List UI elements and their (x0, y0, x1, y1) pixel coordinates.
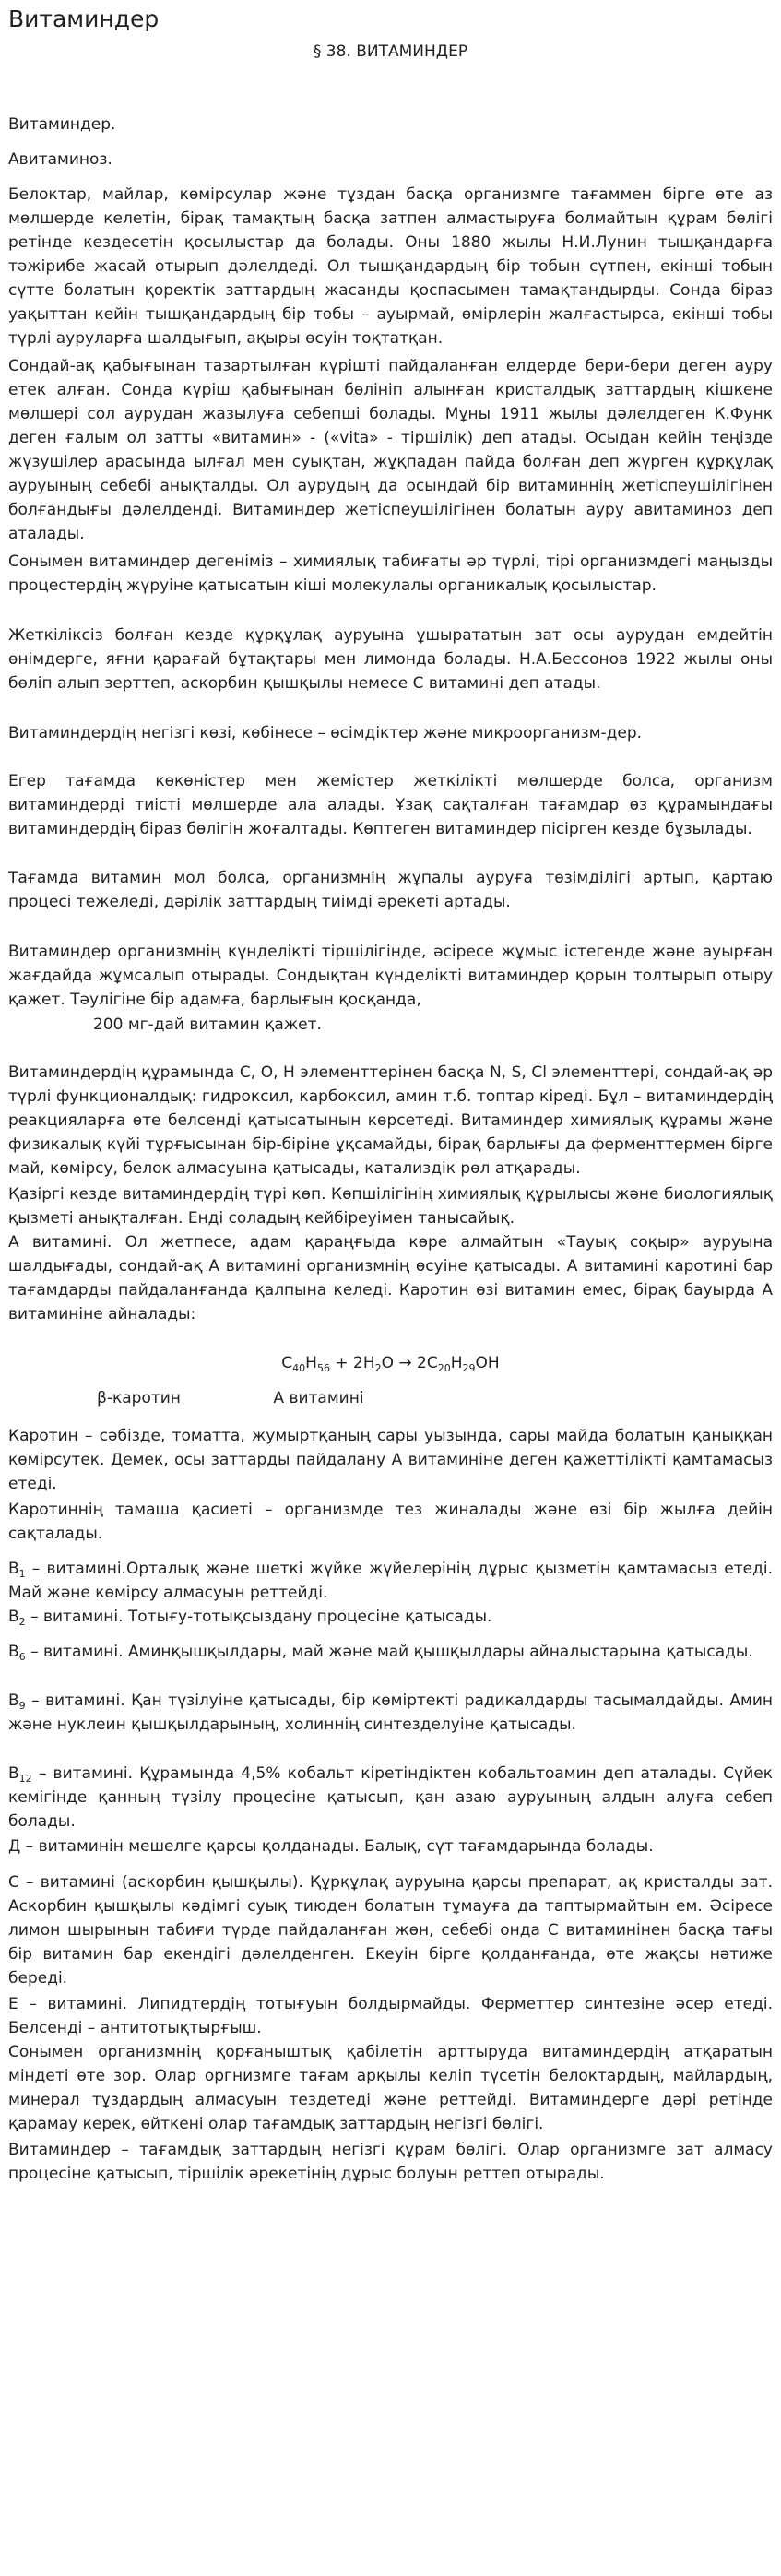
page-title: Витаминдер (8, 6, 160, 32)
vitamin-b1-paragraph: $В_1$ – витамині.Орталық және шеткі жүйке жүйелерінің дұрыс қызметін қамтамасыз етеді. Май және көмірсу алмасуын реттейді. (8, 1560, 773, 1602)
equation-labels (97, 1386, 364, 1410)
paragraph: Е – витамині. Липидтердің тотығуын болдырмайды. Ферметтер синтезіне әсер етеді. Белсенді – антитотықтырғыш. (8, 1995, 773, 2037)
vitamin-b12-paragraph: $В_{12}$ – витамині. Құрамында 4,5% кобальт кіретіндіктен кобальтоамин деп аталады. Сүйек кемігінде қанның түзілу процесіне қатысып, қан азаю ауруының алдын алуға себеп болады. (8, 1764, 773, 1831)
vitamin-b2-paragraph: $В_2$ – витамині. Тотығу-тотықсыздану процесіне қатысады. (8, 1608, 492, 1628)
paragraph: С – витамині (аскорбин қышқылы). Құрқұлақ ауруына қарсы препарат, ақ кристалды зат. Аскорбин қышқылы кәдімгі суық тиюден болатын тұмауға да таптырмайтын ем. Әсіресе лимон шырынын табиғи түрде пайдаланған жөн, себебі онда С витаминінен басқа тағы бір витамин бар екендігі дәлелденген. Екеуін бірге қолданғанда, өте жақсы нәтиже береді. (8, 1873, 773, 1988)
chemical-equation: $C_{40}H_{56} + 2H_2O \to 2C_{20}H_{29}OH$ (281, 1354, 500, 1374)
beta-carotene-label: β-каротин (97, 1389, 181, 1407)
paragraph: Витаминдер – тағамдық заттардың негізгі құрам бөлігі. Олар организмге зат алмасу процесіне қатысып, тіршілік әрекетінің дұрыс болуын реттеп отырады. (8, 2141, 773, 2183)
paragraph: Сонымен витаминдер дегеніміз – химиялық табиғаты әр түрлі, тірі организмдегі маңызды процестердің жүруіне қатысатын кіші молекулалы органикалық қосылыстар. (8, 552, 773, 595)
paragraph: Қазіргі кезде витаминдердің түрі көп. Көпшілігінің химиялық құрылысы және биологиялық қызметі анықталған. Енді соладың кейбіреуімен танысайық. (8, 1185, 773, 1228)
vitamin-b9-paragraph: $В_9$ – витамині. Қан түзілуіне қатысады, бір көміртекті радикалдарды тасымалдайды. Амин және нуклеин қышқылдарының, холиннің синтезделуіне қатысады. (8, 1692, 773, 1734)
paragraph: Сондай-ақ қабығынан тазартылған күрішті пайдаланған елдерде бери-бери деген ауру етек алған. Сонда күріш қабығынан бөлініп алынған кристалдық заттардың кішкене мөлшері сол аурудан жазылуға себепші болады. Мұны 1911 жылы дәлелдеген К.Функ деген ғалым ол затты «витамин» - («vita» - тіршілік) деп атады. Осыдан кейін теңізде жүзушілер арасында ылғал мен суықтан, жұқпадан пайда болған деп жүрген құрқұлақ ауруының себебі анықталды. Ол аурудың да осындай бір витаминнің жетіспеушілігінен болғандығы дәлелденді. Витаминдер жетіспеушілігінен болатын ауру авитаминоз деп аталады. (8, 357, 773, 543)
paragraph: Витаминдер организмнің күнделікті тіршілігінде, әсіресе жұмыс істегенде және ауырған жағдайда жұмсалып отырады. Сондықтан күнделікті витаминдер қорын толтырып отыру қажет. Тәулігіне бір адамға, барлығын қосқанда, (8, 943, 773, 1009)
vitamin-b6-paragraph: $В_6$ – витамині. Аминқышқылдары, май және май қышқылдары айналыстарына қатысады. (8, 1643, 753, 1663)
paragraph: Егер тағамда көкөністер мен жемістер жеткілікті мөлшерде болса, организм витаминдерді тиісті мөлшерде ала алады. Ұзақ сақталған тағамдар өз құрамындағы витаминдердің біраз бөлігін жоғалтады. Көптеген витаминдер пісірген кезде бұзылады. (8, 772, 773, 838)
paragraph: А витамині. Ол жетпесе, адам қараңғыда көре алмайтын «Тауық соқыр» ауруына шалдығады, сондай-ақ А витамині организмнің өсуіне қатысады. А витамині каротині бар тағамдарды пайдаланғанда қалпына келеді. Каротин өзі витамин емес, бірақ бауырда А витаминіне айналады: (8, 1233, 773, 1324)
paragraph: Каротиннің тамаша қасиеті – организмде тез жиналады және өзі бір жылға дейін сақталады. (8, 1501, 773, 1543)
paragraph: Белоктар, майлар, көмірсулар және тұздан басқа организмге тағаммен бірге өте аз мөлшерде келетін, бірақ тамақтың басқа затпен алмастыруға болмайтын құрам бөлігі ретінде кездесетін қосылыстар да болады. Оны 1880 жылы Н.И.Лунин тышқандарға тәжірибе жасай отырып дәлелдеді. Ол тышқандардың бір тобын сүтпен, екінші тобын сүтте болатын қоректік заттардың жасанды қоспасымен тамақтандырды. Сонда біраз уақыттан кейін тышқандардың бір тобы – ауырмай, өмірлерін жалғастырса, екінші тобы түрлі ауруларға шалдығып, ақыры өсуін тоқтатқан. (8, 185, 773, 348)
paragraph: Витаминдер. (8, 115, 116, 134)
paragraph: Витаминдердің негізгі көзі, көбінесе – өсімдіктер және микроорганизм-дер. (8, 724, 643, 742)
paragraph: Д – витаминін мешелге қарсы қолданады. Балық, сүт тағамдарында болады. (8, 1837, 654, 1856)
paragraph: Авитаминоз. (8, 150, 112, 169)
vitamin-a-label: А витамині (273, 1389, 364, 1407)
paragraph: 200 мг-дай витамин қажет. (93, 1015, 322, 1034)
paragraph: Каротин – сәбізде, томатта, жумыртқаның сары уызында, сары майда болатын қаныққан көмірсутек. Демек, осы заттарды пайдалану А витаминіне деген қажеттілікті қамтамасыз етеді. (8, 1427, 773, 1493)
paragraph: Жеткіліксіз болған кезде құрқұлақ ауруына ұшырататын зат осы аурудан емдейтін өнімдерге, яғни қарағай бұтақтары мен лимонда болады. Н.А.Бессонов 1922 жылы оны бөліп алып зерттеп, аскорбин қышқылы немесе С витамині деп атады. (8, 626, 773, 693)
section-heading: § 38. ВИТАМИНДЕР (313, 42, 468, 61)
paragraph: Витаминдердің құрамында С, О, Н элементтерінен басқа N, S, Cl элементтері, сондай-ақ әр түрлі функционалдық: гидроксил, карбоксил, амин т.б. топтар кіреді. Бұл – витаминдердің реакцияларға өте белсенді қатысатынын көрсетеді. Витаминдер химиялық құрамы және физикалық күйі тұрғысынан бір-біріне ұқсамайды, бірақ барлығы да ферменттермен бірге май, көмірсу, белок алмасуына қатысады, катализдік рөл атқарады. (8, 1063, 773, 1178)
paragraph: Тағамда витамин мол болса, организмнің жұпалы ауруға төзімділігі артып, қартаю процесі тежеледі, дәрілік заттардың тиімді әрекеті артады. (8, 869, 773, 911)
paragraph: Сонымен организмнің қорғаныштық қабілетін арттыруда витаминдердің атқаратын міндеті өте зор. Олар оргнизмге тағам арқылы келіп түсетін белоктардың, майлардың, минерал тұздардың алмасуын тездетеді және реттейді. Витаминдерге дәрі ретінде қарамау керек, өйткені олар тағамдық заттардың негізгі бөлігі. (8, 2043, 773, 2133)
